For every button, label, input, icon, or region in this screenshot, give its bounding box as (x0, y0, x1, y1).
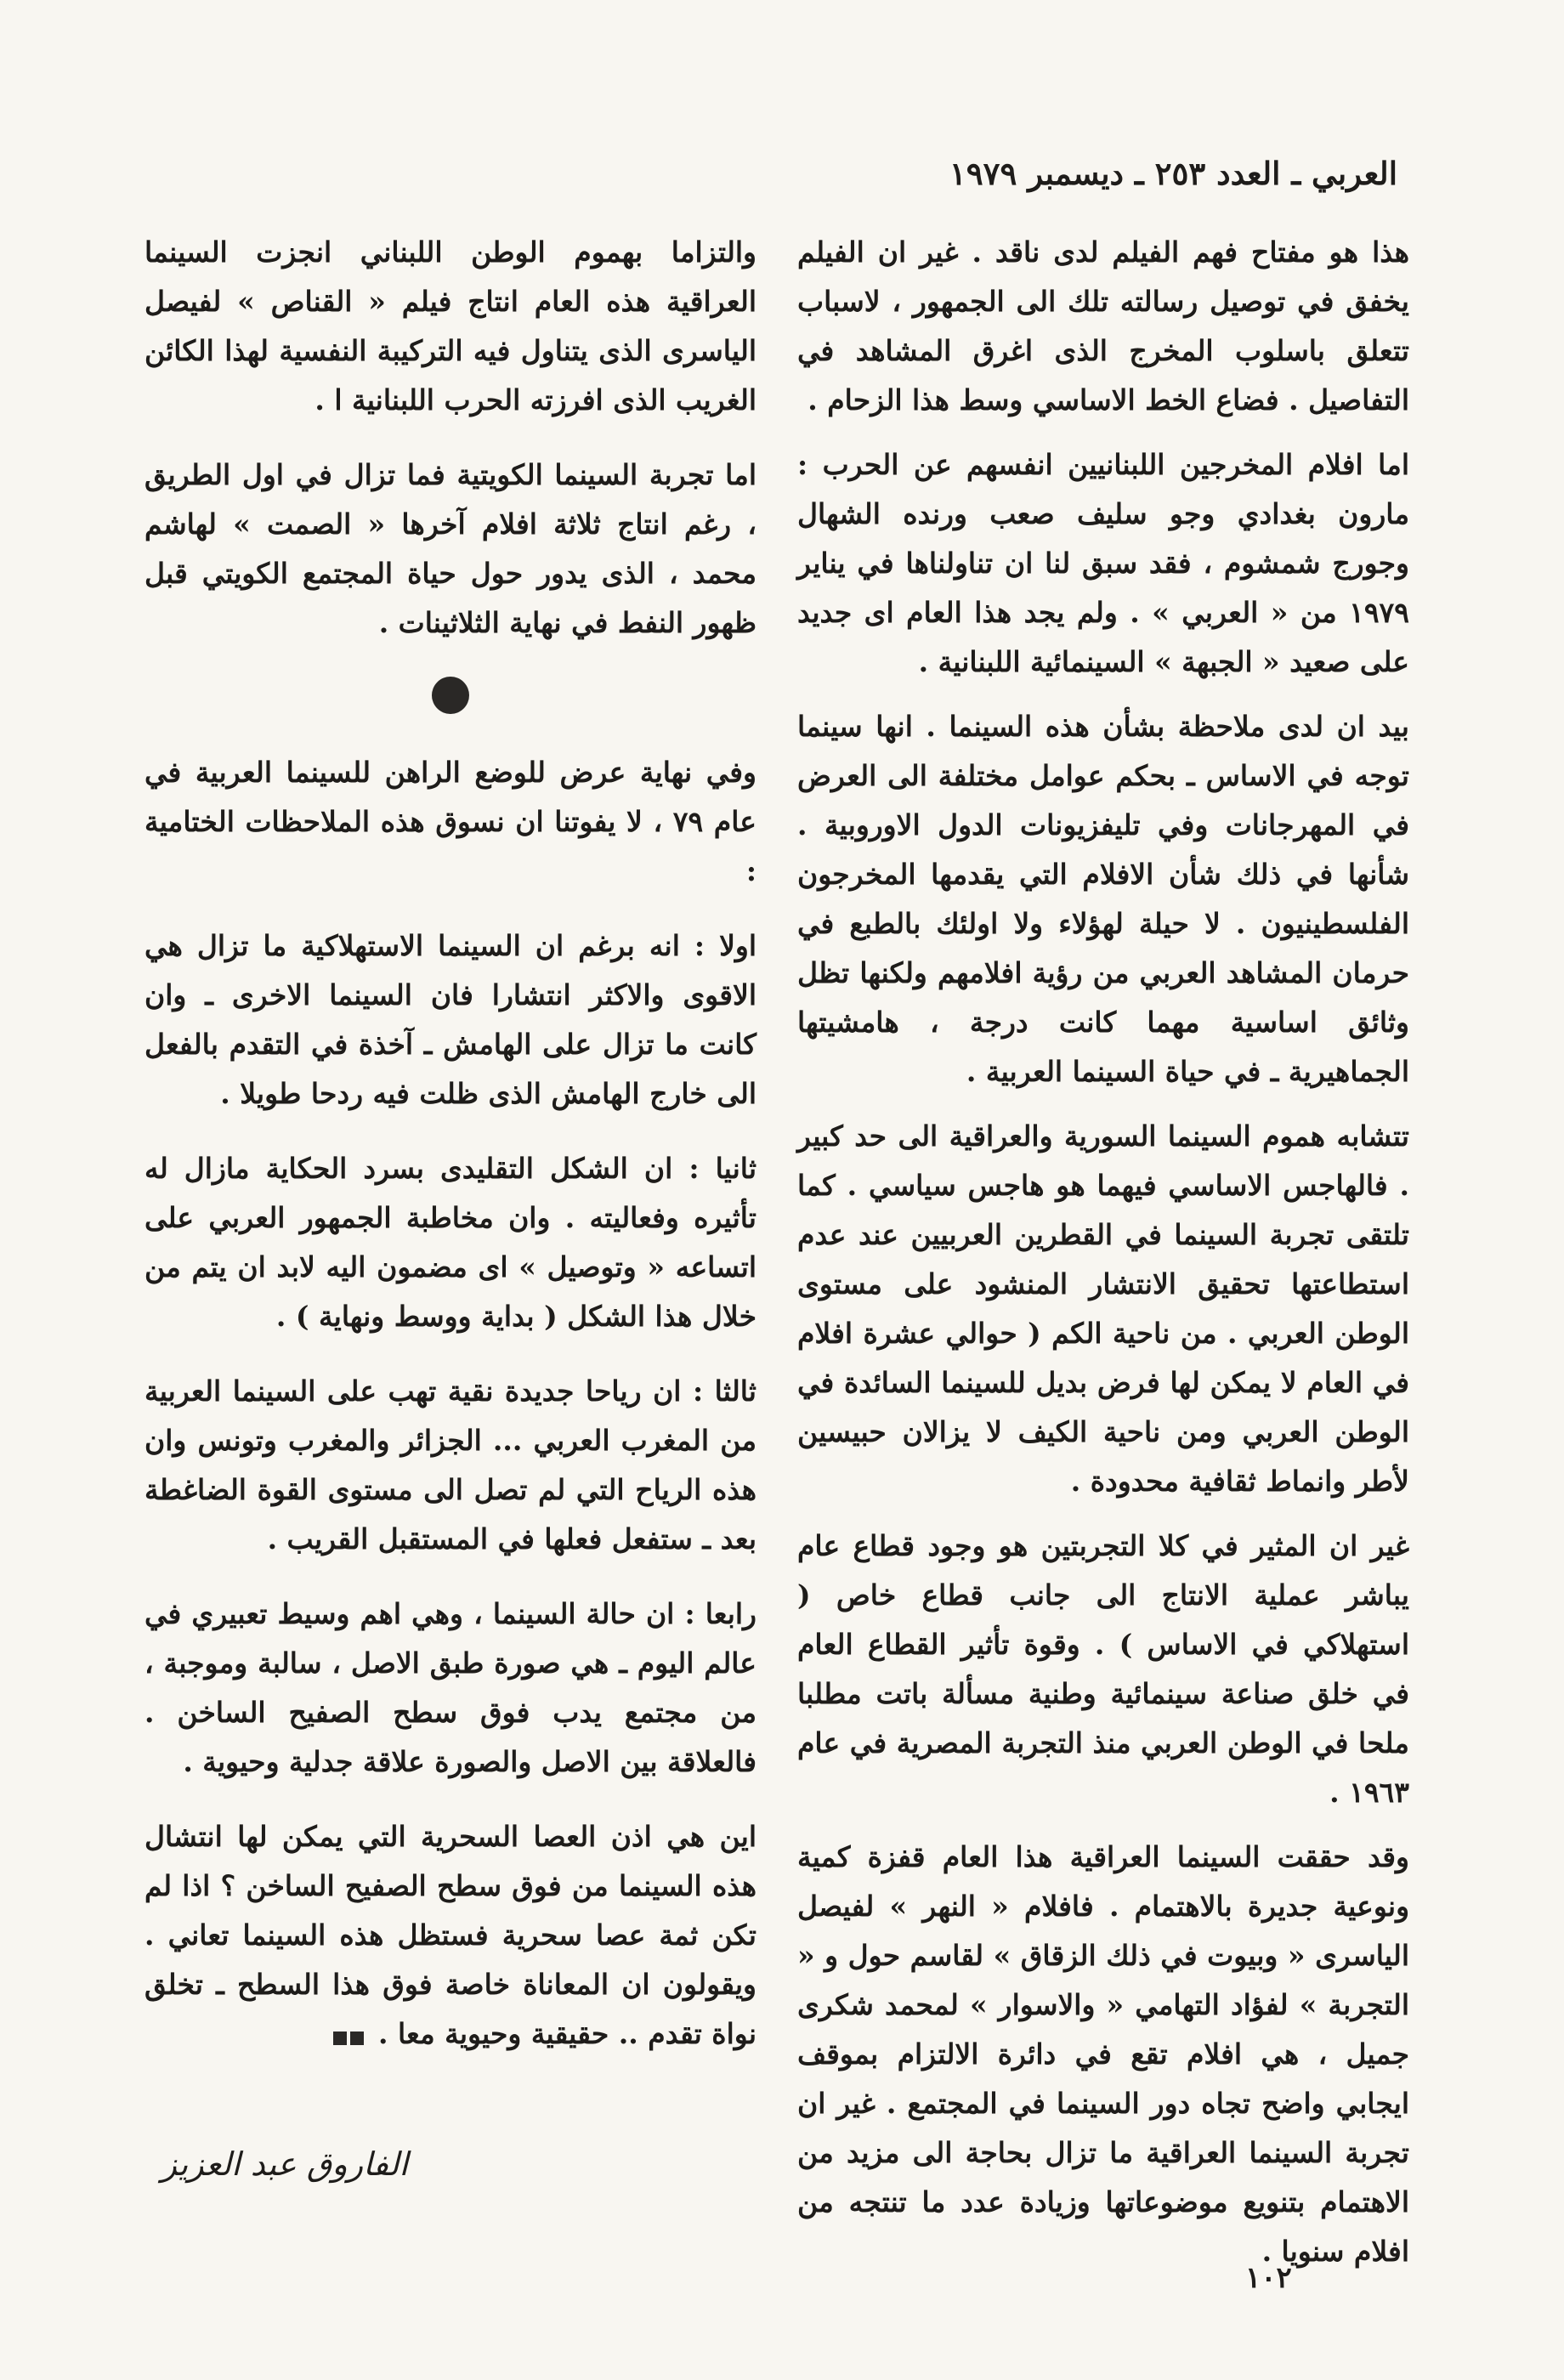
closing-text: اين هي اذن العصا السحرية التي يمكن لها انتشال هذه السينما من فوق سطح الصفيح الساخن ؟ اذا لم تكن ثمة عصا سحرية فستظل هذه السينما تعاني . ويقولون ان المعاناة خاصة فوق هذا السطح ـ تخلق نواة تقدم .. حقيقية وحيوية معا . (144, 1820, 756, 2050)
paragraph: اما تجربة السينما الكويتية فما تزال في اول الطريق ، رغم انتاج ثلاثة افلام آخرها « الصمت » لهاشم محمد ، الذى يدور حول حياة المجتمع الكويتي قبل ظهور النفط في نهاية الثلاثينات . (144, 458, 756, 639)
page-number: ١٠٢ (1245, 2261, 1292, 2295)
paragraph: ثالثا : ان رياحا جديدة نقية تهب على السينما العربية من المغرب العربي ... الجزائر والمغرب وتونس وان هذه الرياح التي لم تصل الى مستوى القوة الضاغطة بعد ـ ستفعل فعلها في المستقبل القريب . (144, 1374, 756, 1556)
section-divider-dot-icon (432, 677, 469, 714)
left-column (144, 228, 756, 2076)
page-header: العربي ـ العدد ٢٥٣ ـ ديسمبر ١٩٧٩ (949, 155, 1397, 192)
paragraph: وفي نهاية عرض للوضع الراهن للسينما العربية في عام ٧٩ ، لا يفوتنا ان نسوق هذه الملاحظات الختامية : (144, 756, 756, 887)
paragraph: اولا : انه برغم ان السينما الاستهلاكية ما تزال هي الاقوى والاكثر انتشارا فان السينما الاخرى ـ وان كانت ما تزال على الهامش ـ آخذة في التقدم بالفعل الى خارج الهامش الذى ظلت فيه ردحا طويلا . (144, 929, 756, 1110)
paragraph: بيد ان لدى ملاحظة بشأن هذه السينما . انها سينما توجه في الاساس ـ بحكم عوامل مختلفة الى العرض في المهرجانات وفي تليفزيونات الدول الاوروبية . شأنها في ذلك شأن الافلام التي يقدمها المخرجون الفلسطينيون . لا حيلة لهؤلاء ولا اولئك بالطبع في حرمان المشاهد العربي من رؤية افلامهم ولكنها تظل وثائق اساسية مهما كانت درجة ، هامشيتها الجماهيرية ـ في حياة السينما العربية . (797, 710, 1409, 1088)
paragraph: غير ان المثير في كلا التجربتين هو وجود قطاع عام يباشر عملية الانتاج الى جانب قطاع خاص ( استهلاكي في الاساس ) . وقوة تأثير القطاع العام في خلق صناعة سينمائية وطنية مسألة باتت مطلبا ملحا في الوطن العربي منذ التجربة المصرية في عام ١٩٦٣ . (797, 1529, 1409, 1809)
author-signature: الفاروق عبد العزيز (161, 2145, 408, 2183)
paragraph: والتزاما بهموم الوطن اللبناني انجزت السينما العراقية هذه العام انتاج فيلم « القناص » لفيصل الياسرى الذى يتناول فيه التركيبة النفسية لهذا الكائن الغريب الذى افرزته الحرب اللبنانية ا . (144, 235, 756, 416)
paragraph: اما افلام المخرجين اللبنانيين انفسهم عن الحرب : مارون بغدادي وجو سليف صعب ورنده الشهال وجورج شمشوم ، فقد سبق لنا ان تناولناها في يناير ١٩٧٩ من « العربي » . ولم يجد هذا العام اى جديد على صعيد « الجبهة » السينمائية اللبنانية . (797, 448, 1409, 678)
paragraph: رابعا : ان حالة السينما ، وهي اهم وسيط تعبيري في عالم اليوم ـ هي صورة طبق الاصل ، سالبة وموجبة ، من مجتمع يدب فوق سطح الصفيح الساخن . فالعلاقة بين الاصل والصورة علاقة جدلية وحيوية . (144, 1597, 756, 1778)
paragraph-closing (144, 1812, 756, 2060)
paragraph: ثانيا : ان الشكل التقليدى بسرد الحكاية مازال له تأثيره وفعاليته . وان مخاطبة الجمهور العربي على اتساعه « وتوصيل » اى مضمون اليه لابد ان يتم من خلال هذا الشكل ( بداية ووسط ونهاية ) . (144, 1152, 756, 1333)
paragraph: تتشابه هموم السينما السورية والعراقية الى حد كبير . فالهاجس الاساسي فيهما هو هاجس سياسي . كما تلتقى تجربة السينما في القطرين العربيين عند عدم استطاعتها تحقيق الانتشار المنشود على مستوى الوطن العربي . من ناحية الكم ( حوالي عشرة افلام في العام لا يمكن لها فرض بديل للسينما السائدة في الوطن العربي ومن ناحية الكيف لا يزالان حبيسين لأطر وانماط ثقافية محدودة . (797, 1119, 1409, 1498)
paragraph: هذا هو مفتاح فهم الفيلم لدى ناقد . غير ان الفيلم يخفق في توصيل رسالته تلك الى الجمهور ، لاسباب تتعلق باسلوب المخرج الذى اغرق المشاهد في التفاصيل . فضاع الخط الاساسي وسط هذا الزحام . (797, 235, 1409, 416)
paragraph: وقد حققت السينما العراقية هذا العام قفزة كمية ونوعية جديرة بالاهتمام . فافلام « النهر » لفيصل الياسرى « وبيوت في ذلك الزقاق » لقاسم حول و « التجربة » لفؤاد التهامي « والاسوار » لمحمد شكرى جميل ، هي افلام تقع في دائرة الالتزام بموقف ايجابي واضح تجاه دور السينما في المجتمع . غير ان تجربة السينما العراقية ما تزال بحاجة الى مزيد من الاهتمام بتنويع موضوعاتها وزيادة عدد ما تنتجه من افلام سنويا . (797, 1840, 1409, 2268)
end-of-article-icon (330, 2011, 364, 2060)
right-column (797, 228, 1409, 2292)
